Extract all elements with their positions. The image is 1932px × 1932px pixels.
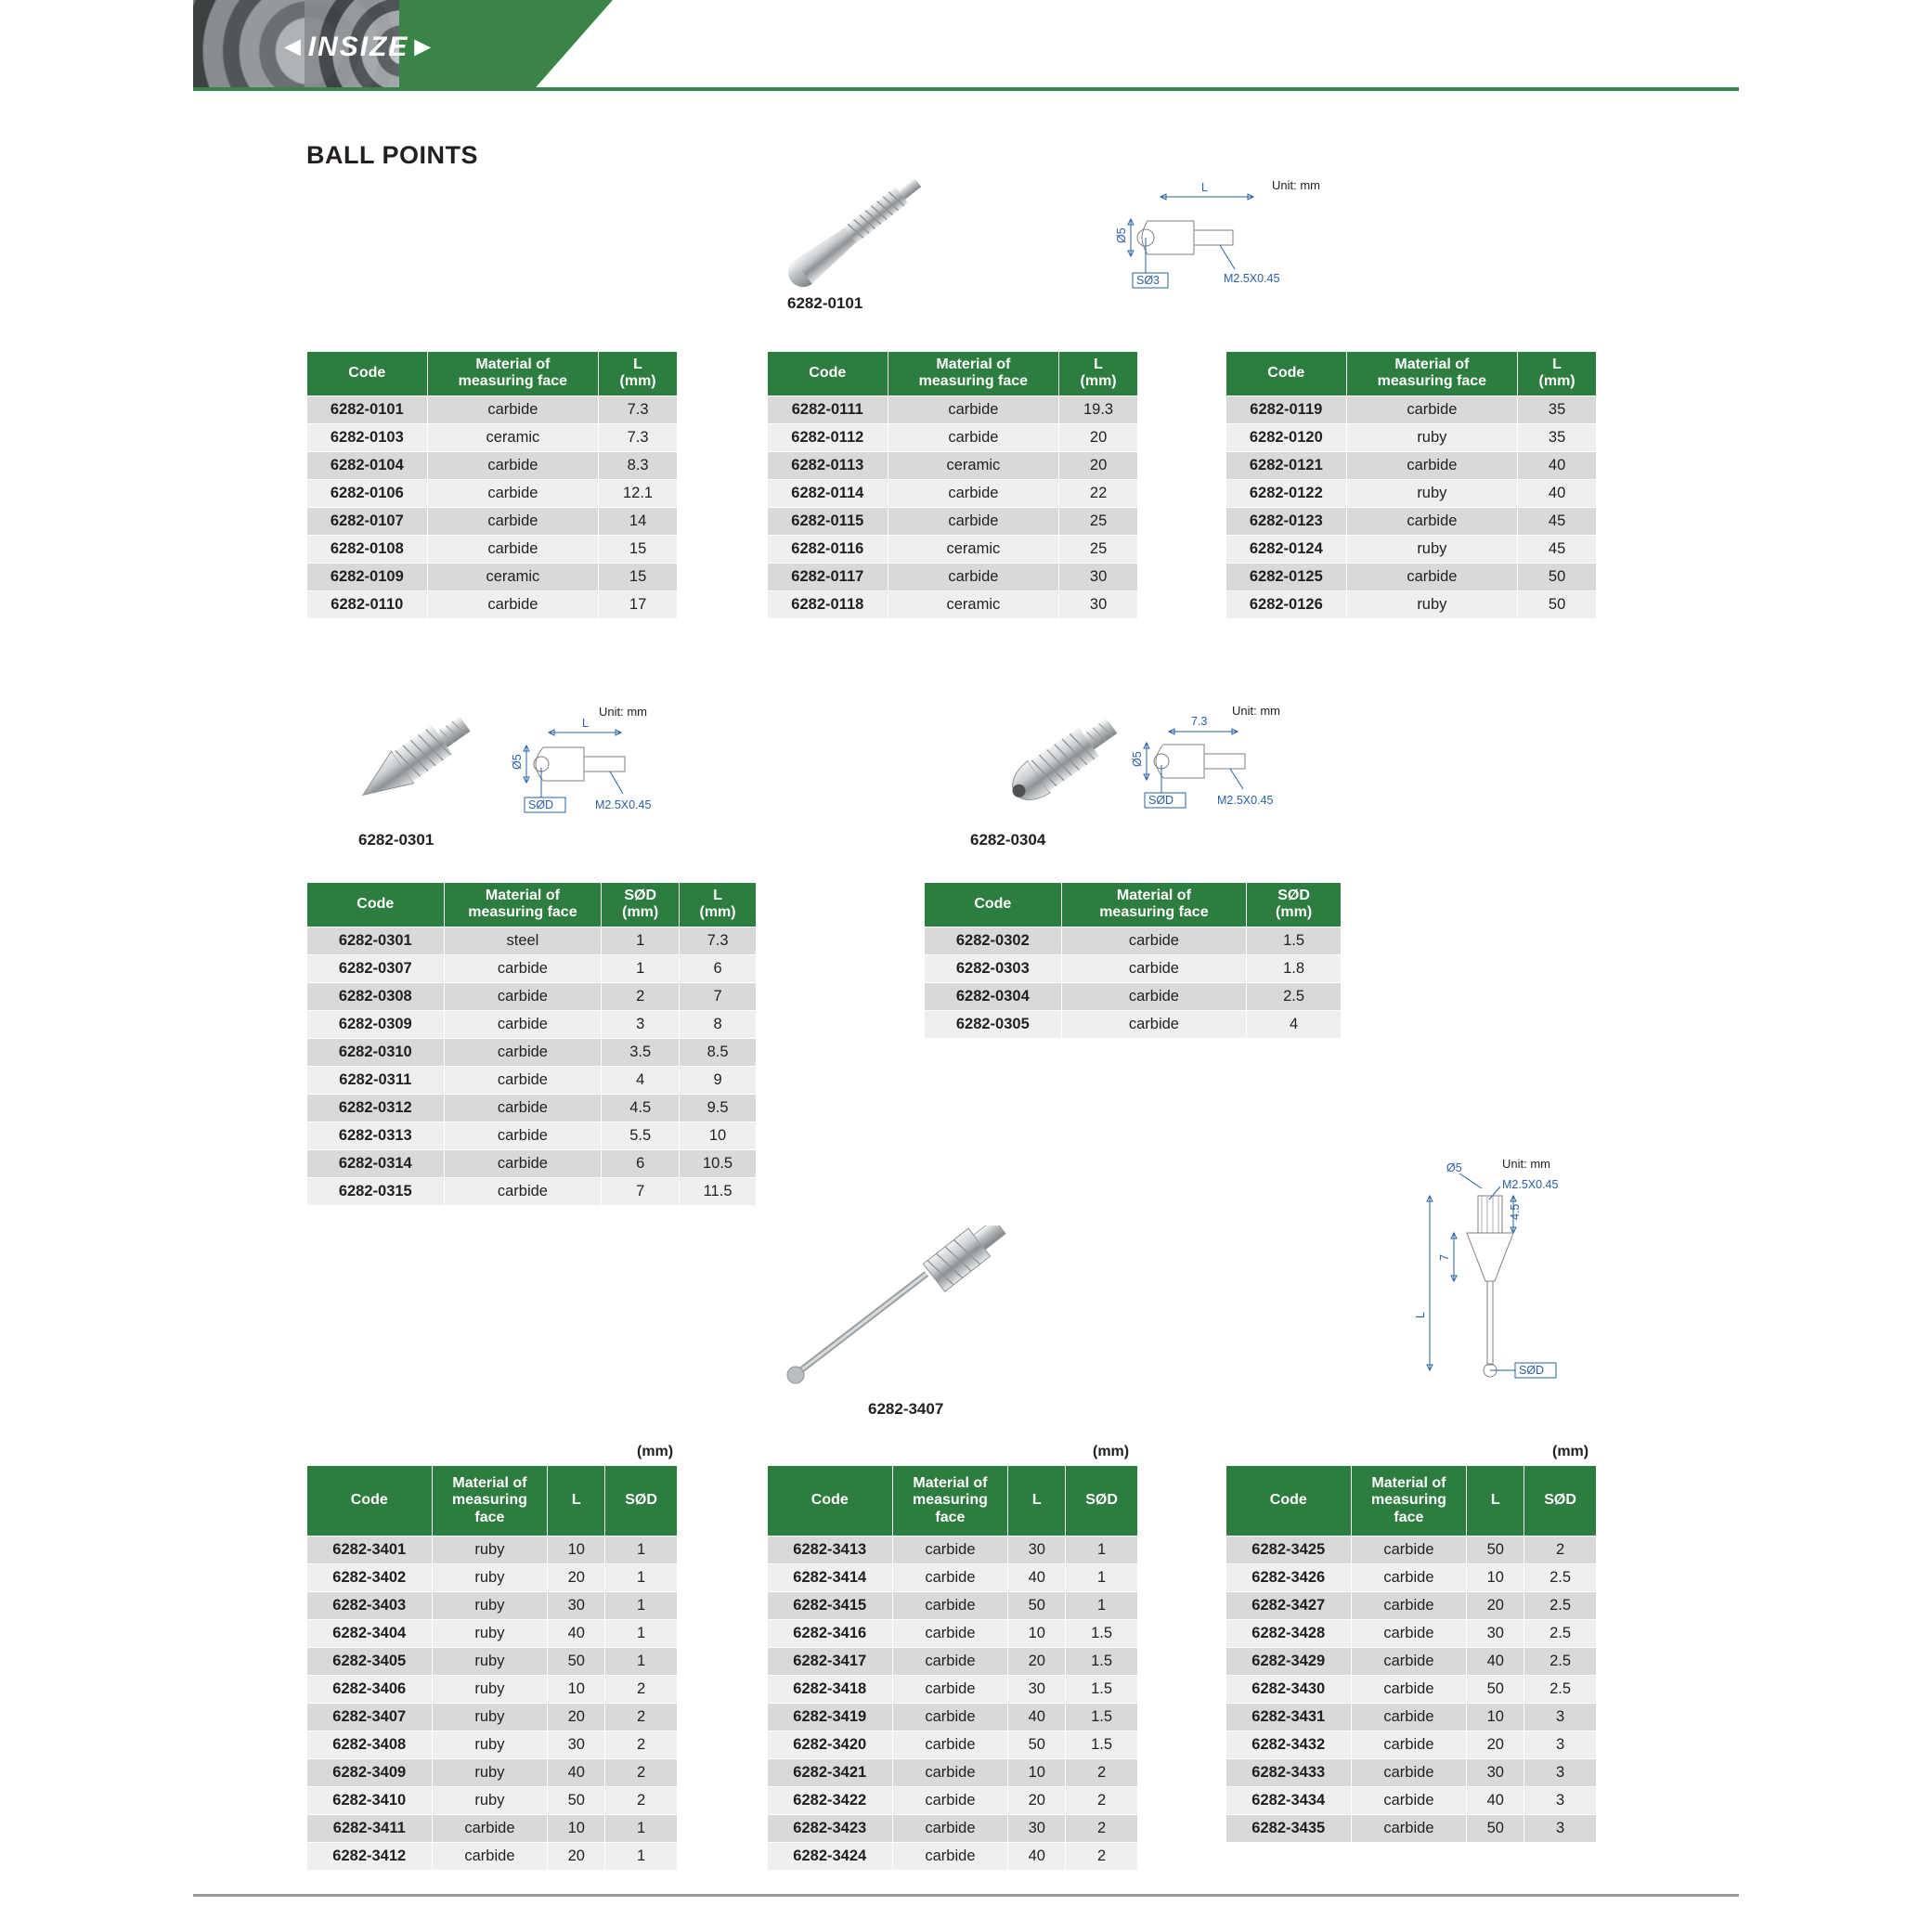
table-row: 6282-3433 carbide 30 3	[1226, 1759, 1597, 1787]
svg-text:M2.5X0.45: M2.5X0.45	[1502, 1178, 1559, 1191]
col-sod: SØD	[605, 1466, 678, 1537]
col-code: Code	[1226, 1466, 1352, 1537]
svg-text:Ø5: Ø5	[1446, 1161, 1462, 1174]
svg-text:L: L	[1201, 181, 1208, 194]
table-row: 6282-3434 carbide 40 3	[1226, 1787, 1597, 1815]
col-sod: SØD (mm)	[1247, 883, 1342, 927]
table-row: 6282-3408 ruby 30 2	[307, 1731, 678, 1759]
table-row: 6282-3421 carbide 10 2	[768, 1759, 1138, 1787]
table-row: 6282-3428 carbide 30 2.5	[1226, 1620, 1597, 1648]
mm-note-2: (mm)	[1093, 1444, 1130, 1459]
table-row: 6282-0101 carbide 7.3	[307, 395, 678, 423]
logo-text: INSIZE	[307, 32, 409, 62]
table-row: 6282-0108 carbide 15	[307, 535, 678, 563]
table-row: 6282-3405 ruby 50 1	[307, 1648, 678, 1676]
logo-arrow-right-icon: ►	[408, 32, 439, 62]
col-material: Material of measuring face	[1061, 883, 1247, 927]
col-l: L	[548, 1466, 605, 1537]
dimension-drawing-1	[1105, 176, 1346, 302]
table-row: 6282-3407 ruby 20 2	[307, 1704, 678, 1731]
table-row: 6282-3427 carbide 20 2.5	[1226, 1592, 1597, 1620]
unit-note-1: Unit: mm	[1272, 178, 1320, 192]
col-l: L (mm)	[680, 883, 757, 927]
svg-text:L: L	[582, 717, 589, 730]
col-material: Material of measuring face	[1346, 352, 1518, 396]
product-photo-6282-0301	[325, 706, 511, 812]
svg-text:4.5: 4.5	[1509, 1203, 1522, 1220]
table-row: 6282-3416 carbide 10 1.5	[768, 1620, 1138, 1648]
svg-text:7.3: 7.3	[1191, 715, 1208, 728]
table-row: 6282-3402 ruby 20 1	[307, 1564, 678, 1592]
spec-table-3	[1225, 351, 1597, 619]
svg-text:M2.5X0.45: M2.5X0.45	[595, 798, 652, 811]
svg-text:SØD: SØD	[1148, 794, 1174, 807]
table-row: 6282-3401 ruby 10 1	[307, 1537, 678, 1564]
dimension-drawing-3	[1402, 1151, 1634, 1407]
table-row: 6282-3414 carbide 40 1	[768, 1564, 1138, 1592]
svg-text:SØD: SØD	[1519, 1364, 1545, 1377]
table-row: 6282-0120 ruby 35	[1226, 423, 1597, 451]
table-row: 6282-3404 ruby 40 1	[307, 1620, 678, 1648]
table-row: 6282-0312 carbide 4.5 9.5	[307, 1094, 757, 1122]
table-row: 6282-3426 carbide 10 2.5	[1226, 1564, 1597, 1592]
spec-table-6	[306, 1465, 678, 1871]
table-row: 6282-0111 carbide 19.3	[768, 395, 1138, 423]
table-row: 6282-3412 carbide 20 1	[307, 1843, 678, 1871]
svg-text:Ø5: Ø5	[1131, 751, 1144, 767]
col-l: L (mm)	[1059, 352, 1138, 396]
table-row: 6282-0314 carbide 6 10.5	[307, 1149, 757, 1177]
product-label-1: 6282-0101	[787, 294, 863, 312]
table-row: 6282-0124 ruby 45	[1226, 535, 1597, 563]
table-row: 6282-3411 carbide 10 1	[307, 1815, 678, 1843]
table-row: 6282-0118 ceramic 30	[768, 590, 1138, 618]
col-material: Material of measuring face	[888, 352, 1059, 396]
spec-table-7	[767, 1465, 1138, 1871]
table-row: 6282-0302 carbide 1.5	[925, 927, 1342, 954]
product-photo-6282-3407	[771, 1225, 1031, 1397]
table-row: 6282-3431 carbide 10 3	[1226, 1704, 1597, 1731]
col-code: Code	[1226, 352, 1347, 396]
table-row: 6282-0311 carbide 4 9	[307, 1066, 757, 1094]
col-code: Code	[768, 1466, 893, 1537]
col-l: L	[1467, 1466, 1524, 1537]
table-row: 6282-3429 carbide 40 2.5	[1226, 1648, 1597, 1676]
svg-text:Ø5: Ø5	[511, 754, 524, 770]
table-row: 6282-0308 carbide 2 7	[307, 982, 757, 1010]
table-row: 6282-0304 carbide 2.5	[925, 982, 1342, 1010]
col-code: Code	[307, 352, 428, 396]
table-row: 6282-0112 carbide 20	[768, 423, 1138, 451]
svg-text:M2.5X0.45: M2.5X0.45	[1224, 272, 1280, 285]
table-row: 6282-0119 carbide 35	[1226, 395, 1597, 423]
svg-text:SØD: SØD	[528, 798, 554, 811]
spec-table-5	[924, 882, 1342, 1039]
table-row: 6282-0106 carbide 12.1	[307, 479, 678, 507]
col-material: Material of measuring face	[892, 1466, 1008, 1537]
table-row: 6282-3420 carbide 50 1.5	[768, 1731, 1138, 1759]
table-row: 6282-0114 carbide 22	[768, 479, 1138, 507]
col-code: Code	[307, 1466, 433, 1537]
table-row: 6282-0121 carbide 40	[1226, 451, 1597, 479]
table-row: 6282-0103 ceramic 7.3	[307, 423, 678, 451]
table-row: 6282-0110 carbide 17	[307, 590, 678, 618]
col-code: Code	[925, 883, 1062, 927]
unit-note-4: Unit: mm	[1502, 1157, 1550, 1171]
col-l: L (mm)	[599, 352, 678, 396]
dimension-drawing-2-right	[1128, 694, 1369, 824]
table-row: 6282-3403 ruby 30 1	[307, 1592, 678, 1620]
table-row: 6282-3418 carbide 30 1.5	[768, 1676, 1138, 1704]
table-row: 6282-0315 carbide 7 11.5	[307, 1177, 757, 1205]
svg-text:Ø5: Ø5	[1115, 227, 1128, 243]
product-label-2-left: 6282-0301	[358, 831, 434, 849]
spec-table-1	[306, 351, 678, 619]
col-code: Code	[307, 883, 445, 927]
table-row: 6282-3417 carbide 20 1.5	[768, 1648, 1138, 1676]
col-l: L	[1008, 1466, 1066, 1537]
svg-text:M2.5X0.45: M2.5X0.45	[1217, 794, 1274, 807]
table-row: 6282-0305 carbide 4	[925, 1010, 1342, 1038]
table-row: 6282-0313 carbide 5.5 10	[307, 1122, 757, 1149]
table-row: 6282-0113 ceramic 20	[768, 451, 1138, 479]
table-row: 6282-3422 carbide 20 2	[768, 1787, 1138, 1815]
dimension-drawing-2-left	[506, 701, 747, 826]
page-title: BALL POINTS	[306, 141, 479, 169]
col-material: Material of measuring face	[444, 883, 602, 927]
unit-note-2: Unit: mm	[599, 705, 647, 719]
col-l: L (mm)	[1518, 352, 1597, 396]
col-material: Material of measuring face	[432, 1466, 548, 1537]
product-label-3: 6282-3407	[868, 1400, 944, 1418]
product-label-2-right: 6282-0304	[970, 831, 1046, 849]
table-row: 6282-0309 carbide 3 8	[307, 1010, 757, 1038]
table-row: 6282-0310 carbide 3.5 8.5	[307, 1038, 757, 1066]
unit-note-3: Unit: mm	[1232, 704, 1280, 718]
logo-arrow-left-icon: ◄	[279, 32, 308, 62]
svg-text:7: 7	[1438, 1254, 1451, 1261]
footer-divider	[193, 1894, 1739, 1897]
insize-logo	[279, 32, 438, 63]
table-row: 6282-3424 carbide 40 2	[768, 1843, 1138, 1871]
table-row: 6282-3415 carbide 50 1	[768, 1592, 1138, 1620]
table-row: 6282-3425 carbide 50 2	[1226, 1537, 1597, 1564]
spec-table-4	[306, 882, 757, 1206]
table-row: 6282-3432 carbide 20 3	[1226, 1731, 1597, 1759]
table-row: 6282-3423 carbide 30 2	[768, 1815, 1138, 1843]
col-material: Material of measuring face	[1351, 1466, 1467, 1537]
table-row: 6282-0107 carbide 14	[307, 507, 678, 535]
table-row: 6282-0307 carbide 1 6	[307, 954, 757, 982]
col-sod: SØD	[1066, 1466, 1138, 1537]
page-header	[0, 0, 1932, 93]
table-row: 6282-0104 carbide 8.3	[307, 451, 678, 479]
table-row: 6282-3413 carbide 30 1	[768, 1537, 1138, 1564]
svg-text:L: L	[1414, 1312, 1427, 1318]
svg-text:SØ3: SØ3	[1136, 274, 1160, 287]
col-sod: SØD (mm)	[602, 883, 680, 927]
table-row: 6282-0116 ceramic 25	[768, 535, 1138, 563]
table-row: 6282-0123 carbide 45	[1226, 507, 1597, 535]
table-row: 6282-0117 carbide 30	[768, 563, 1138, 590]
header-divider	[193, 87, 1739, 91]
table-row: 6282-0122 ruby 40	[1226, 479, 1597, 507]
table-row: 6282-3406 ruby 10 2	[307, 1676, 678, 1704]
table-row: 6282-3409 ruby 40 2	[307, 1759, 678, 1787]
col-code: Code	[768, 352, 888, 396]
table-row: 6282-3419 carbide 40 1.5	[768, 1704, 1138, 1731]
col-sod: SØD	[1524, 1466, 1597, 1537]
table-row: 6282-0126 ruby 50	[1226, 590, 1597, 618]
table-row: 6282-0125 carbide 50	[1226, 563, 1597, 590]
table-row: 6282-3435 carbide 50 3	[1226, 1815, 1597, 1843]
mm-note-3: (mm)	[1552, 1444, 1589, 1459]
col-material: Material of measuring face	[427, 352, 599, 396]
table-row: 6282-3430 carbide 50 2.5	[1226, 1676, 1597, 1704]
mm-note-1: (mm)	[637, 1444, 674, 1459]
table-row: 6282-3410 ruby 50 2	[307, 1787, 678, 1815]
spec-table-2	[767, 351, 1138, 619]
table-row: 6282-0109 ceramic 15	[307, 563, 678, 590]
table-row: 6282-0115 carbide 25	[768, 507, 1138, 535]
table-row: 6282-0303 carbide 1.8	[925, 954, 1342, 982]
table-row: 6282-0301 steel 1 7.3	[307, 927, 757, 954]
spec-table-8	[1225, 1465, 1597, 1843]
product-photo-6282-0101	[761, 176, 947, 292]
